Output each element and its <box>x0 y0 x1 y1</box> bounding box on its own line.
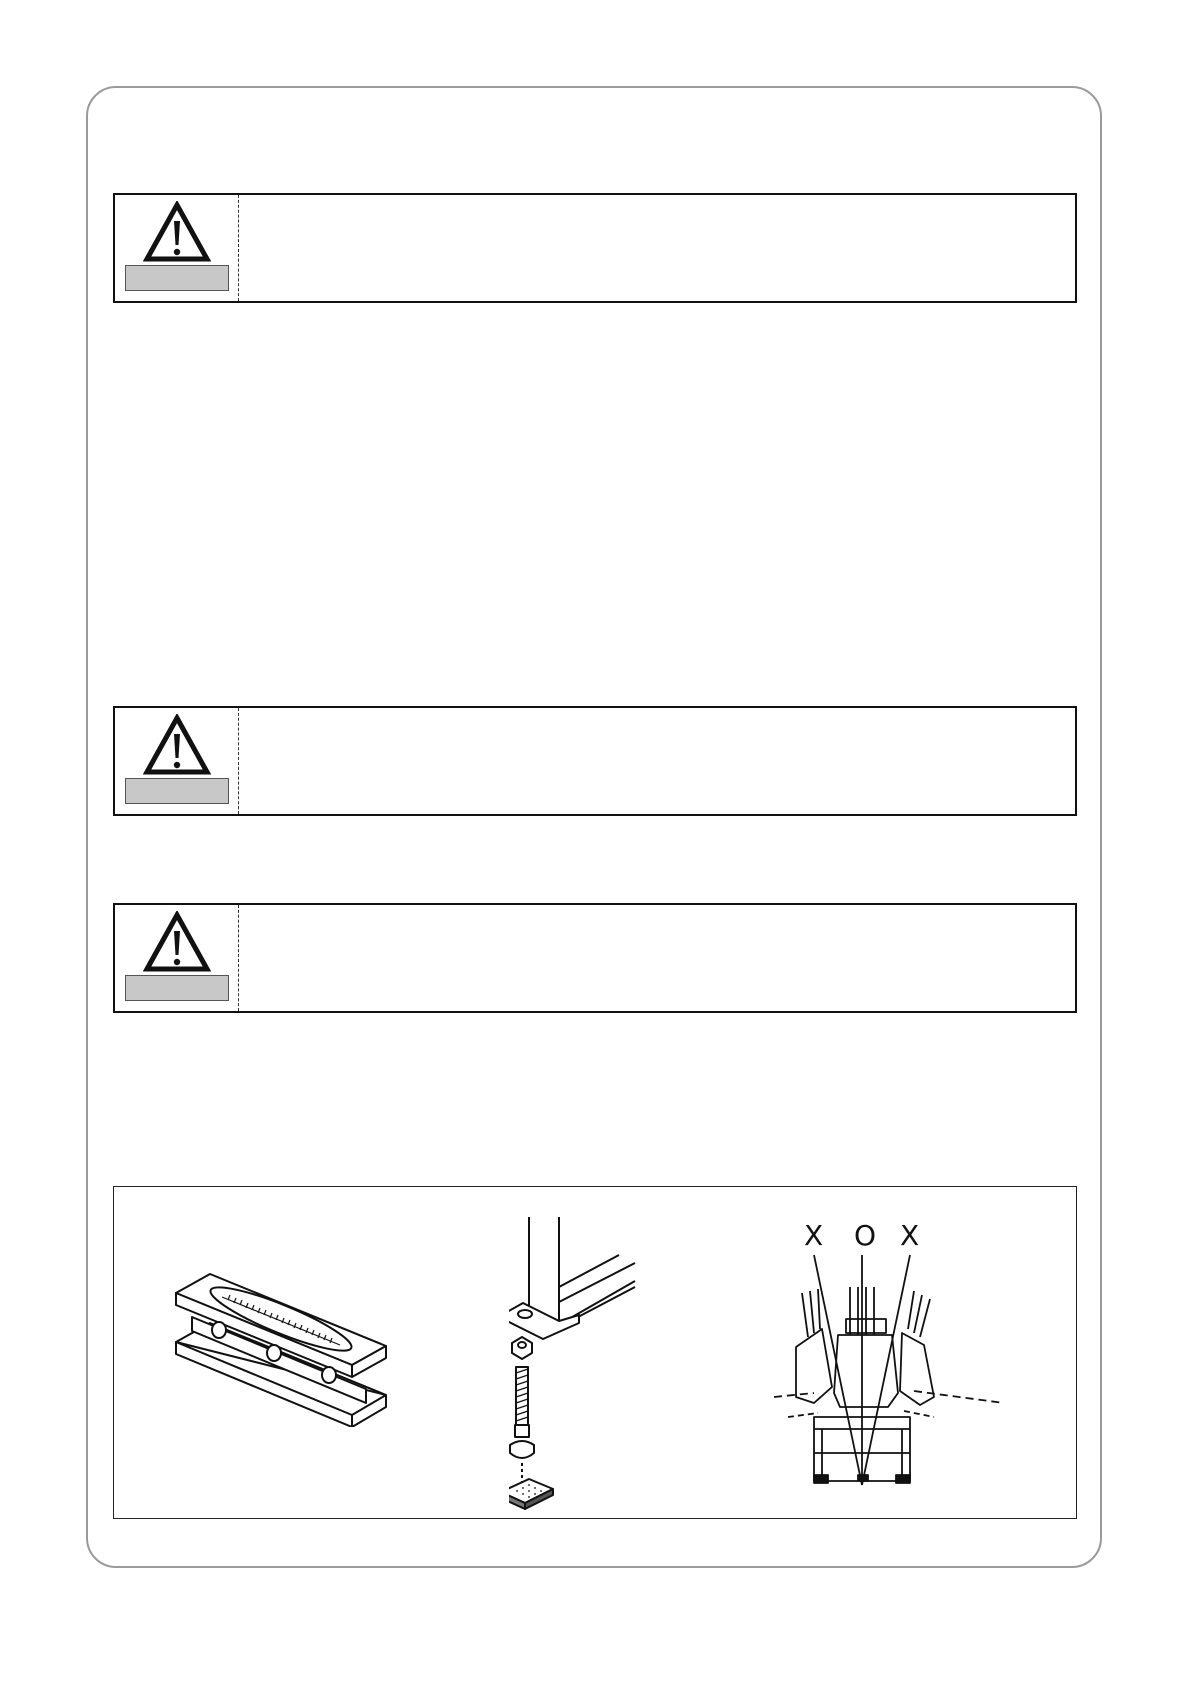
warning-box-3 <box>113 903 1077 1013</box>
warning-text <box>251 718 1065 804</box>
warning-icon-cell <box>115 195 239 301</box>
warning-triangle-icon <box>143 911 211 973</box>
alignment-label-o-center: O <box>854 1219 877 1252</box>
warning-text <box>251 205 1065 291</box>
warning-text <box>251 915 1065 1001</box>
warning-label <box>125 975 229 1001</box>
spirit-level-illustration <box>174 1257 394 1427</box>
alignment-label-x-left: X <box>804 1219 824 1252</box>
warning-triangle-icon <box>143 201 211 263</box>
warning-box-1 <box>113 193 1077 303</box>
machine-level-alignment-illustration <box>774 1207 1034 1507</box>
warning-icon-cell <box>115 905 239 1011</box>
figure-box <box>113 1186 1077 1519</box>
leveling-foot-assembly-illustration <box>509 1217 669 1512</box>
warning-box-2 <box>113 706 1077 816</box>
warning-triangle-icon <box>143 714 211 776</box>
warning-icon-cell <box>115 708 239 814</box>
warning-label <box>125 778 229 804</box>
alignment-label-x-right: X <box>900 1219 920 1252</box>
warning-label <box>125 265 229 291</box>
